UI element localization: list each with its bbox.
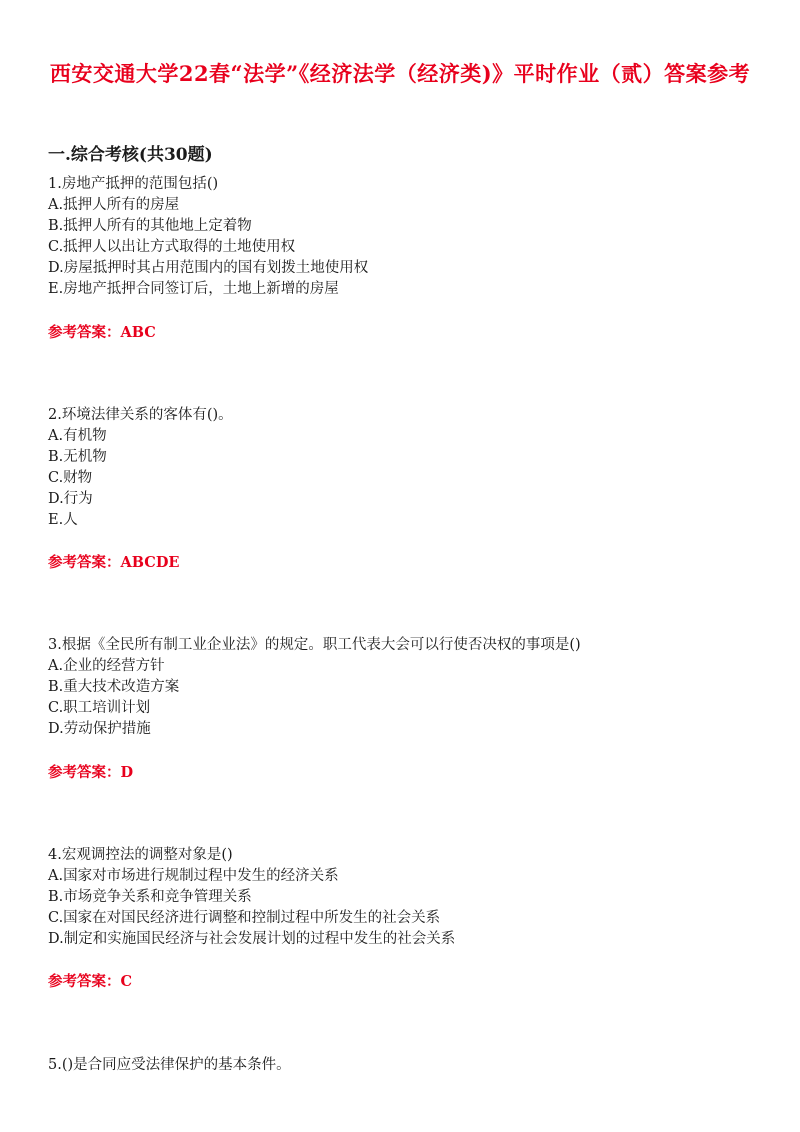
option-a: A.抵押人所有的房屋 [48, 197, 180, 213]
option-a: A.国家对市场进行规制过程中发生的经济关系 [48, 868, 339, 884]
answer-label: 参考答案： [48, 973, 121, 990]
question-3 [48, 635, 581, 740]
answer-value: ABC [120, 324, 156, 341]
answer-label: 参考答案： [48, 324, 121, 341]
option-e: E.人 [48, 512, 78, 528]
document-title: 西安交通大学22春“法学”《经济法学（经济类)》平时作业（贰）答案参考 [49, 61, 751, 86]
option-c: C.财物 [48, 470, 93, 486]
section-heading: 一.综合考核(共30题) [48, 145, 213, 165]
answer-label: 参考答案： [48, 764, 121, 781]
answer-value: D [120, 764, 134, 781]
question-stem: 4.宏观调控法的调整对象是() [48, 847, 233, 863]
option-b: B.无机物 [48, 449, 107, 465]
option-e: E.房地产抵押合同签订后，土地上新增的房屋 [48, 281, 339, 297]
option-b: B.抵押人所有的其他地上定着物 [48, 218, 252, 234]
question-stem: 3.根据《全民所有制工业企业法》的规定。职工代表大会可以行使否决权的事项是() [48, 637, 581, 653]
question-1 [48, 174, 368, 300]
answer-2 [48, 553, 179, 573]
option-d: D.制定和实施国民经济与社会发展计划的过程中发生的社会关系 [48, 931, 456, 947]
answer-value: ABCDE [120, 554, 180, 571]
question-stem: 5.()是合同应受法律保护的基本条件。 [48, 1057, 291, 1073]
option-a: A.企业的经营方针 [48, 658, 165, 674]
option-d: D.房屋抵押时其占用范围内的国有划拨土地使用权 [48, 260, 369, 276]
question-4 [48, 845, 455, 950]
question-stem: 2.环境法律关系的客体有()。 [48, 407, 233, 423]
question-2 [48, 405, 233, 531]
answer-1 [48, 323, 156, 343]
option-b: B.重大技术改造方案 [48, 679, 180, 695]
question-5 [48, 1055, 291, 1076]
answer-3 [48, 763, 133, 783]
option-d: D.行为 [48, 491, 93, 507]
option-c: C.抵押人以出让方式取得的土地使用权 [48, 239, 296, 255]
question-stem: 1.房地产抵押的范围包括() [48, 176, 219, 192]
option-c: C.职工培训计划 [48, 700, 151, 716]
option-d: D.劳动保护措施 [48, 721, 151, 737]
answer-label: 参考答案： [48, 554, 121, 571]
option-a: A.有机物 [48, 428, 107, 444]
option-c: C.国家在对国民经济进行调整和控制过程中所发生的社会关系 [48, 910, 441, 926]
answer-4 [48, 972, 132, 992]
option-b: B.市场竞争关系和竞争管理关系 [48, 889, 252, 905]
answer-value: C [120, 973, 133, 990]
